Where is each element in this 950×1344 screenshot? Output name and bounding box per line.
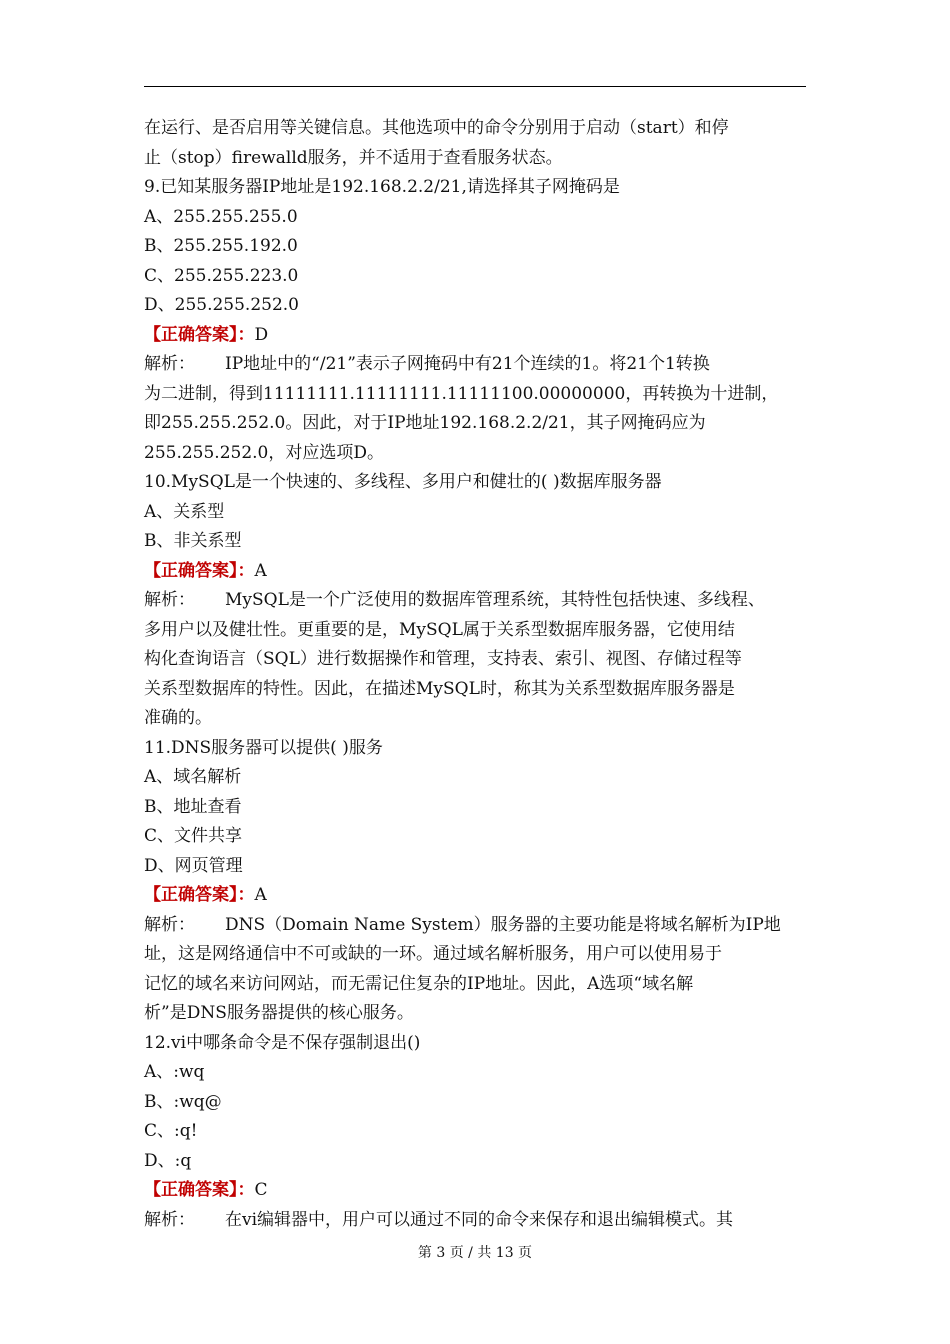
analysis-line (144, 586, 806, 616)
correct-answer-value: D (254, 324, 269, 345)
body-text-line: 记忆的域名来访问网站，而无需记住复杂的IP地址。因此，A选项“域名解 (144, 973, 694, 994)
answer-option: C、文件共享 (144, 826, 243, 846)
correct-answer-value: A (254, 560, 267, 581)
answer-option: A、:wq (144, 1062, 205, 1082)
analysis-label: 解析： (144, 590, 195, 610)
correct-answer-label: 【正确答案】： (144, 885, 255, 905)
answer-option: A、关系型 (144, 501, 225, 522)
question-text: 9.已知某服务器IP地址是192.168.2.2/21,请选择其子网掩码是 (144, 177, 620, 197)
body-text-line: 止（stop）firewalld服务，并不适用于查看服务状态。 (144, 147, 563, 168)
answer-option: C、:q! (144, 1121, 198, 1141)
body-text-line: 准确的。 (144, 708, 212, 728)
analysis-line (144, 350, 806, 380)
answer-option: D、255.255.252.0 (144, 295, 300, 315)
question-text: 12.vi中哪条命令是不保存强制退出() (144, 1032, 421, 1053)
analysis-text: MySQL是一个广泛使用的数据库管理系统，其特性包括快速、多线程、 (225, 590, 765, 610)
body-text-line: 在运行、是否启用等关键信息。其他选项中的命令分别用于启动（start）和停 (144, 118, 729, 138)
correct-answer-line (144, 1176, 806, 1206)
answer-option: C、255.255.223.0 (144, 265, 299, 286)
body-text-line: 关系型数据库的特性。因此，在描述MySQL时，称其为关系型数据库服务器是 (144, 678, 735, 699)
correct-answer-label: 【正确答案】： (144, 560, 255, 581)
body-text-line: 析”是DNS服务器提供的核心服务。 (144, 1003, 414, 1023)
analysis-label: 解析： (144, 914, 195, 935)
answer-option: A、域名解析 (144, 767, 242, 787)
body-text-line: 构化查询语言（SQL）进行数据操作和管理，支持表、索引、视图、存储过程等 (144, 649, 742, 669)
correct-answer-line (144, 321, 806, 351)
body-text-line: 址，这是网络通信中不可或缺的一环。通过域名解析服务，用户可以使用易于 (144, 944, 722, 964)
answer-option: B、地址查看 (144, 796, 242, 817)
analysis-label: 解析： (144, 354, 195, 374)
body-text-line: 255.255.252.0，对应选项D。 (144, 442, 385, 463)
question-text: 10.MySQL是一个快速的、多线程、多用户和健壮的( )数据库服务器 (144, 472, 662, 492)
answer-option: B、非关系型 (144, 531, 242, 551)
correct-answer-line (144, 557, 806, 587)
page-footer: 第 3 页 / 共 13 页 (417, 1245, 533, 1261)
analysis-text: DNS（Domain Name System）服务器的主要功能是将域名解析为IP地 (225, 914, 781, 935)
answer-option: D、:q (144, 1150, 192, 1171)
correct-answer-value: A (254, 885, 267, 905)
analysis-label: 解析： (144, 1209, 195, 1230)
analysis-text: IP地址中的“/21”表示子网掩码中有21个连续的1。将21个1转换 (225, 354, 710, 374)
correct-answer-label: 【正确答案】： (144, 324, 255, 345)
answer-option: D、网页管理 (144, 855, 243, 876)
analysis-line (144, 911, 806, 941)
answer-option: B、:wq@ (144, 1091, 222, 1112)
analysis-text: 在vi编辑器中，用户可以通过不同的命令来保存和退出编辑模式。其 (225, 1209, 734, 1230)
answer-option: A、255.255.255.0 (144, 206, 298, 227)
body-text-line: 为二进制，得到11111111.11111111.11111100.00000000，再转换为十进制， (144, 383, 779, 404)
correct-answer-value: C (254, 1180, 268, 1200)
answer-option: B、255.255.192.0 (144, 236, 298, 256)
document-body (144, 114, 806, 1235)
correct-answer-line (144, 881, 806, 911)
header-rule (144, 86, 806, 87)
question-text: 11.DNS服务器可以提供( )服务 (144, 737, 383, 758)
analysis-line (144, 1206, 806, 1236)
body-text-line: 多用户以及健壮性。更重要的是，MySQL属于关系型数据库服务器，它使用结 (144, 619, 735, 640)
body-text-line: 即255.255.252.0。因此，对于IP地址192.168.2.2/21，其子网掩码应为 (144, 413, 706, 433)
correct-answer-label: 【正确答案】： (144, 1180, 255, 1200)
